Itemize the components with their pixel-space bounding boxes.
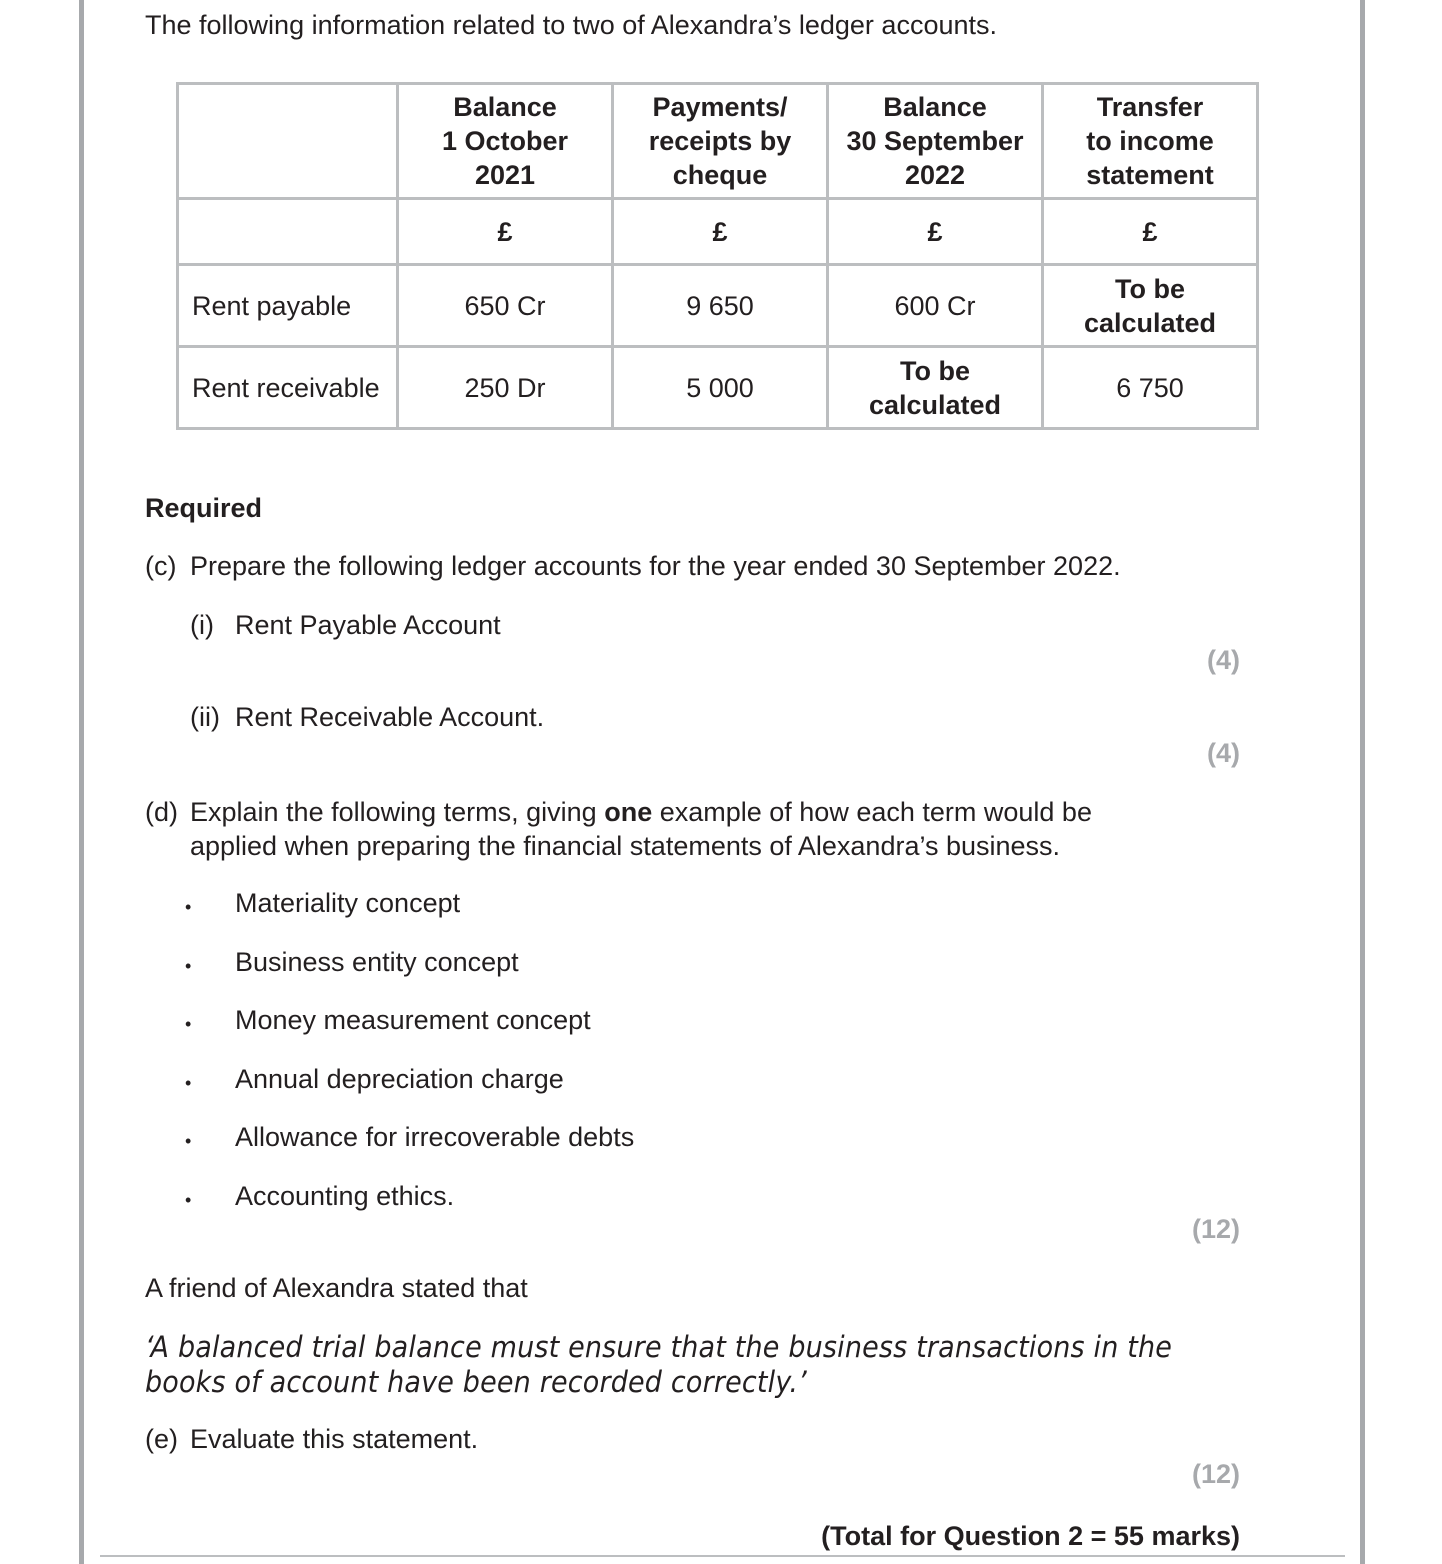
table-row-rent-payable: [178, 265, 1258, 347]
cell-balance-open: 650 Cr: [398, 265, 613, 347]
cell-balance-open: 250 Dr: [398, 347, 613, 429]
cell-payments: 5 000: [613, 347, 828, 429]
list-item-text: Annual depreciation charge: [235, 1063, 564, 1094]
list-item: [185, 1181, 634, 1240]
cell-transfer: 6 750: [1043, 347, 1258, 429]
header-line: statement: [1086, 160, 1214, 190]
question-text: Prepare the following ledger accounts for the year ended 30 September 2022.: [190, 551, 1121, 581]
list-item-text: Accounting ethics.: [235, 1180, 455, 1211]
list-item-text: Money measurement concept: [235, 1005, 591, 1035]
question-d: [145, 795, 1092, 863]
header-line: Balance: [453, 92, 557, 122]
question-label: (c): [145, 551, 177, 581]
friend-intro: A friend of Alexandra stated that: [145, 1273, 528, 1303]
header-cell-empty: [178, 84, 398, 199]
quote-line: books of account have been recorded correctly.’: [145, 1365, 807, 1399]
marks-e: (12): [1191, 1459, 1240, 1489]
page-footer-rule: [100, 1555, 1345, 1557]
list-item: [185, 888, 634, 947]
list-item-text: Materiality concept: [235, 888, 461, 918]
required-heading: Required: [145, 493, 263, 523]
header-line: 2021: [474, 160, 536, 190]
header-line: Payments/: [652, 92, 788, 122]
question-label: (e): [145, 1424, 178, 1454]
cell-payments: 9 650: [613, 265, 828, 347]
table-header-row: [178, 84, 1258, 199]
row-label: Rent receivable: [178, 347, 398, 429]
question-text: Evaluate this statement.: [190, 1424, 479, 1454]
cell-line: To be: [1115, 273, 1185, 304]
question-text-a: Explain the following terms, giving: [190, 797, 605, 827]
header-line: 30 September: [846, 126, 1024, 156]
quote-line: ‘A balanced trial balance must ensure that the business transactions in the: [145, 1330, 1173, 1364]
header-transfer: [1043, 84, 1258, 199]
header-balance-open: [398, 84, 613, 199]
bullet-icon: •: [185, 1014, 192, 1034]
question-c-ii: [190, 702, 544, 733]
header-line: 2022: [904, 160, 966, 190]
bullet-icon: •: [185, 1072, 192, 1093]
cell-line: To be: [900, 355, 970, 386]
cell-line: calculated: [868, 389, 1002, 420]
total-marks: (Total for Question 2 = 55 marks): [821, 1521, 1240, 1551]
page-border-right: [1360, 0, 1365, 1564]
header-payments: [613, 84, 828, 199]
list-item: [185, 947, 634, 1006]
intro-text: The following information related to two of Alexandra’s ledger accounts.: [145, 10, 997, 40]
cell-line: calculated: [1083, 307, 1217, 338]
list-item-text: Business entity concept: [235, 946, 519, 977]
question-e: [145, 1424, 478, 1455]
bullet-icon: •: [185, 1131, 192, 1151]
header-line: Balance: [883, 92, 987, 122]
question-text-b: example of how each term would be: [652, 797, 1092, 827]
friend-quote: [145, 1330, 1172, 1400]
question-label: (ii): [190, 702, 220, 732]
bullet-icon: •: [185, 1189, 192, 1210]
question-text: Rent Receivable Account.: [235, 702, 545, 732]
header-line: to income: [1086, 126, 1214, 156]
question-label: (d): [145, 797, 178, 827]
currency-cell: £: [398, 199, 613, 265]
cell-transfer: [1043, 265, 1258, 347]
header-balance-close: [828, 84, 1043, 199]
header-line: receipts by: [648, 126, 792, 156]
marks-d: (12): [1191, 1214, 1240, 1244]
header-line: cheque: [672, 160, 768, 190]
cell-balance-close: [828, 347, 1043, 429]
question-text-line2: applied when preparing the financial statements of Alexandra’s business.: [190, 831, 1061, 861]
list-item: [185, 1064, 634, 1123]
currency-row: [178, 199, 1258, 265]
cell-balance-close: 600 Cr: [828, 265, 1043, 347]
emphasis-word: one: [604, 797, 653, 827]
list-item: [185, 1122, 634, 1181]
header-line: Transfer: [1096, 92, 1204, 122]
list-item-text: Allowance for irrecoverable debts: [235, 1122, 635, 1152]
currency-cell: £: [828, 199, 1043, 265]
question-c-i: [190, 610, 501, 641]
ledger-info-table: [176, 82, 1259, 430]
question-label: (i): [190, 610, 214, 640]
terms-list: [185, 888, 634, 1239]
currency-cell-empty: [178, 199, 398, 265]
page-border-left: [79, 0, 84, 1564]
row-label: Rent payable: [178, 265, 398, 347]
currency-cell: £: [1043, 199, 1258, 265]
bullet-icon: •: [185, 955, 192, 976]
question-text: Rent Payable Account: [235, 610, 501, 640]
header-line: 1 October: [441, 126, 569, 156]
list-item: [185, 1005, 634, 1064]
marks-c-i: (4): [1207, 645, 1240, 675]
bullet-icon: •: [185, 897, 192, 917]
table-row-rent-receivable: [178, 347, 1258, 429]
question-c: [145, 551, 1121, 582]
currency-cell: £: [613, 199, 828, 265]
marks-c-ii: (4): [1207, 738, 1240, 768]
